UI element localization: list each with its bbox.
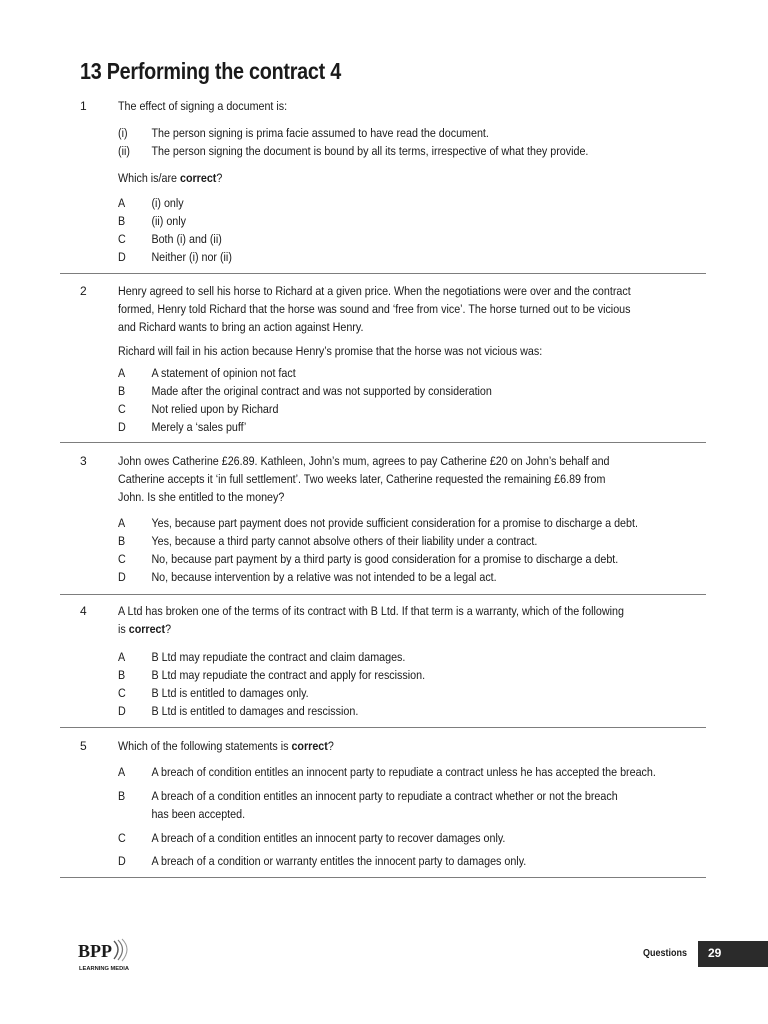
logo-wordmark: BPP xyxy=(78,941,113,961)
question-number: 5 xyxy=(80,739,87,753)
option-label: C xyxy=(118,232,126,246)
question-number: 4 xyxy=(80,604,87,618)
option-text: Not relied upon by Richard xyxy=(151,402,279,416)
bpp-logo xyxy=(78,937,134,977)
option-text: Both (i) and (ii) xyxy=(151,232,222,246)
statement-text: The person signing is prima facie assumed to have read the document. xyxy=(151,126,489,140)
question-stem-line: Catherine accepts it ‘in full settlement’. Two weeks later, Catherine requested the remaining £6.89 from xyxy=(118,472,606,486)
emphasis-correct: correct xyxy=(179,171,217,185)
option-text: A statement of opinion not fact xyxy=(151,366,296,380)
question-stem-line: John owes Catherine £26.89. Kathleen, John’s mum, agrees to pay Catherine £20 on John’s behalf and xyxy=(118,454,610,468)
option-label: D xyxy=(118,704,126,718)
option-text: Made after the original contract and was not supported by consideration xyxy=(151,384,492,398)
option-label: A xyxy=(118,516,126,530)
option-text: B Ltd is entitled to damages only. xyxy=(151,686,309,700)
option-label: A xyxy=(118,196,126,210)
option-label: C xyxy=(118,686,126,700)
divider xyxy=(60,442,706,443)
option-text: B Ltd is entitled to damages and rescission. xyxy=(151,704,359,718)
question-stem-line: Which of the following statements is correct? xyxy=(118,739,334,753)
section-label: Questions xyxy=(643,948,688,959)
page-number: 29 xyxy=(708,946,722,960)
option-text: (ii) only xyxy=(151,214,187,228)
question-stem-line: formed, Henry told Richard that the horse was sound and ‘free from vice’. The horse turned out to be vicious xyxy=(118,302,631,316)
divider xyxy=(60,594,706,595)
divider xyxy=(60,273,706,274)
option-text: No, because intervention by a relative was not intended to be a legal act. xyxy=(151,570,497,584)
option-label: C xyxy=(118,402,126,416)
option-label: D xyxy=(118,854,126,868)
divider xyxy=(60,727,706,728)
question-prompt: Richard will fail in his action because Henry’s promise that the horse was not vicious was: xyxy=(118,344,543,358)
question-stem-line: Henry agreed to sell his horse to Richard at a given price. When the negotiations were over and the contract xyxy=(118,284,631,298)
statement-label: (ii) xyxy=(118,144,130,158)
option-label: B xyxy=(118,668,126,682)
option-text: Yes, because part payment does not provide sufficient consideration for a promise to discharge a debt. xyxy=(151,516,638,530)
question-stem-line: A Ltd has broken one of the terms of its contract with B Ltd. If that term is a warranty, which of the following xyxy=(118,604,624,618)
option-text: A breach of condition entitles an innocent party to repudiate a contract unless he has accepted the breach. xyxy=(151,765,656,779)
divider xyxy=(60,877,706,878)
option-text: B Ltd may repudiate the contract and claim damages. xyxy=(151,650,406,664)
option-label: A xyxy=(118,366,126,380)
question-stem-line: John. Is she entitled to the money? xyxy=(118,490,285,504)
question-number: 1 xyxy=(80,99,87,113)
option-text: Neither (i) nor (ii) xyxy=(151,250,232,264)
option-text: Yes, because a third party cannot absolve others of their liability under a contract. xyxy=(151,534,538,548)
emphasis-correct: correct xyxy=(291,739,328,753)
option-label: A xyxy=(118,765,126,779)
question-stem: The effect of signing a document is: xyxy=(118,99,288,113)
option-text: A breach of a condition or warranty entitles the innocent party to damages only. xyxy=(151,854,527,868)
option-label: B xyxy=(118,789,126,803)
option-text: B Ltd may repudiate the contract and apply for rescission. xyxy=(151,668,426,682)
question-number: 2 xyxy=(80,284,87,298)
option-text: has been accepted. xyxy=(151,807,246,821)
option-label: D xyxy=(118,250,126,264)
question-stem-line: is correct? xyxy=(118,622,172,636)
option-label: D xyxy=(118,570,126,584)
option-label: C xyxy=(118,831,126,845)
option-label: D xyxy=(118,420,126,434)
option-text: (i) only xyxy=(151,196,184,210)
option-text: No, because part payment by a third party is good consideration for a promise to discharge a debt. xyxy=(151,552,619,566)
statement-label: (i) xyxy=(118,126,128,140)
option-text: Merely a ‘sales puff’ xyxy=(151,420,247,434)
option-text: A breach of a condition entitles an innocent party to recover damages only. xyxy=(151,831,506,845)
option-text: A breach of a condition entitles an innocent party to repudiate a contract whether or not the breach xyxy=(151,789,618,803)
question-stem-line: and Richard wants to bring an action against Henry. xyxy=(118,320,364,334)
logo-subtitle: LEARNING MEDIA xyxy=(79,966,130,972)
option-label: C xyxy=(118,552,126,566)
option-label: B xyxy=(118,534,126,548)
question-number: 3 xyxy=(80,454,87,468)
emphasis-correct: correct xyxy=(128,622,166,636)
question-prompt: Which is/are correct? xyxy=(118,171,223,185)
page-title: 13 Performing the contract 4 xyxy=(80,58,341,84)
option-label: B xyxy=(118,384,126,398)
statement-text: The person signing the document is bound by all its terms, irrespective of what they provide. xyxy=(151,144,589,158)
option-label: B xyxy=(118,214,126,228)
option-label: A xyxy=(118,650,126,664)
